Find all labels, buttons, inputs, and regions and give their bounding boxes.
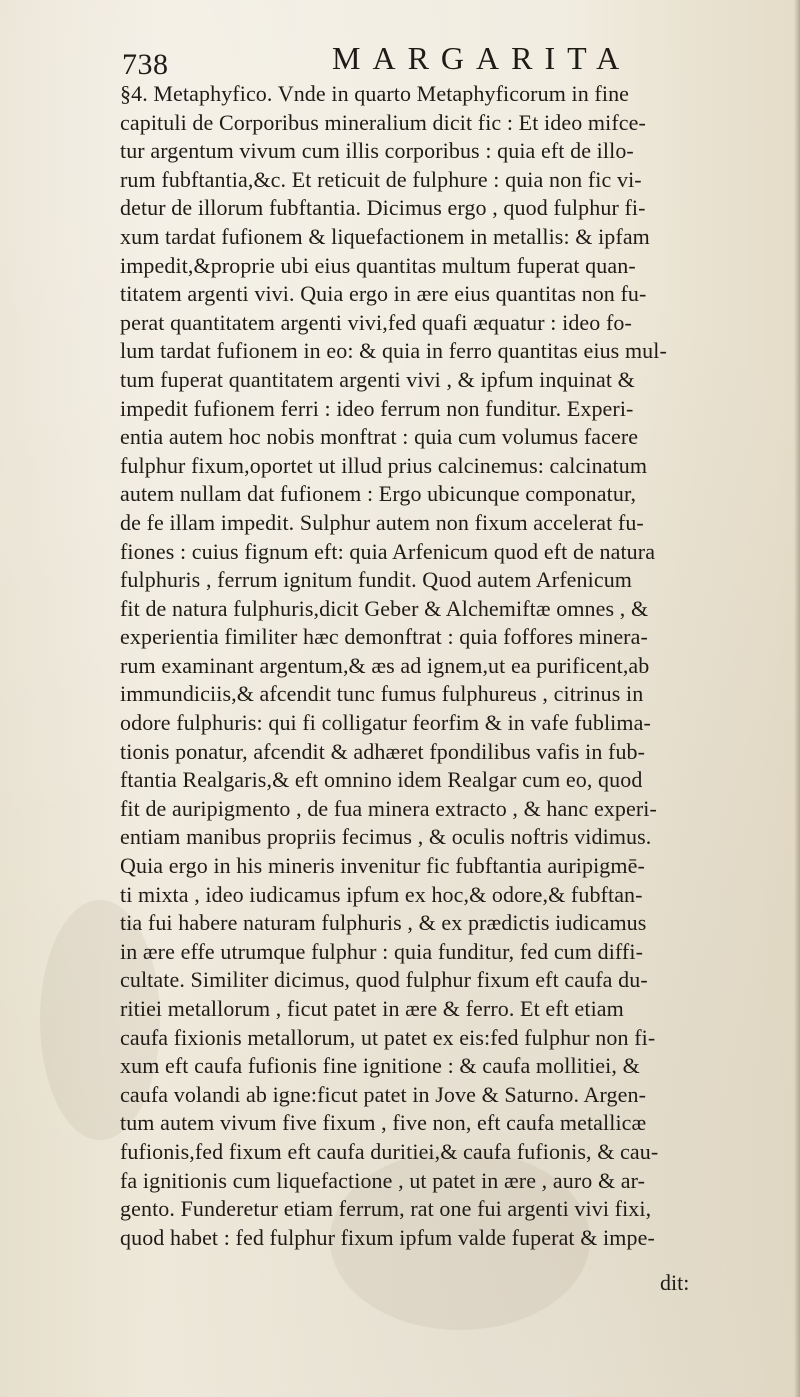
text-line: fit de auripigmento , de fua minera extracto , & hanc experi- — [120, 795, 657, 821]
text-line: fiones : cuius fignum eft: quia Arfenicum quod eft de natura — [120, 538, 656, 564]
text-line: tia fui habere naturam fulphuris , & ex prædictis iudicamus — [120, 910, 647, 936]
text-line: capituli de Corporibus mineralium dicit fic : Et ideo mifce- — [120, 109, 646, 135]
text-line: de fe illam impedit. Sulphur autem non fixum accelerat fu- — [120, 509, 644, 535]
text-line: fulphur fixum,oportet ut illud prius calcinemus: calcinatum — [120, 452, 648, 478]
text-line: tum fuperat quantitatem argenti vivi , & ipfum inquinat & — [120, 366, 635, 392]
text-line: gento. Funderetur etiam ferrum, rat one fui argenti vivi fixi, — [120, 1196, 652, 1222]
body-text — [120, 80, 800, 1252]
text-line: rum fubftantia,&c. Et reticuit de fulphure : quia non fic vi- — [120, 166, 642, 192]
text-line: perat quantitatem argenti vivi,fed quafi æquatur : ideo fo- — [120, 309, 632, 335]
text-line: xum tardat fufionem & liquefactionem in metallis: & ipfam — [120, 223, 650, 249]
text-line: immundiciis,& afcendit tunc fumus fulphureus , citrinus in — [120, 681, 644, 707]
text-line: autem nullam dat fufionem : Ergo ubicunque componatur, — [120, 481, 637, 507]
text-line: fulphuris , ferrum ignitum fundit. Quod autem Arfenicum — [120, 567, 633, 593]
text-line: rum examinant argentum,& æs ad ignem,ut ea purificent,ab — [120, 652, 650, 678]
text-line: Quia ergo in his mineris invenitur fic fubftantia auripigmē- — [120, 853, 645, 879]
text-line: tionis ponatur, afcendit & adhæret fpondilibus vafis in fub- — [120, 738, 646, 764]
text-line: ritiei metallorum , ficut patet in ære & ferro. Et eft etiam — [120, 996, 624, 1021]
text-line: tum autem vivum five fixum , five non, eft caufa metallicæ — [120, 1110, 647, 1136]
text-line: cultate. Similiter dicimus, quod fulphur fixum eft caufa du- — [120, 967, 648, 993]
text-line: experientia fimiliter hæc demonftrat : quia foffores minera- — [120, 624, 648, 650]
text-line: caufa fixionis metallorum, ut patet ex eis:fed fulphur non fi- — [120, 1024, 656, 1050]
text-line: xum eft caufa fufionis fine ignitione : & caufa mollitiei, & — [120, 1053, 640, 1079]
text-line: §4. Metaphyfico. Vnde in quarto Metaphyficorum in fine — [120, 81, 630, 106]
text-line: ti mixta , ideo iudicamus ipfum ex hoc,& odore,& fubftan- — [120, 881, 643, 907]
text-line: entia autem hoc nobis monftrat : quia cum volumus facere — [120, 424, 639, 450]
text-line: lum tardat fufionem in eo: & quia in ferro quantitas eius mul- — [120, 338, 667, 364]
text-line: caufa volandi ab igne:ficut patet in Jove & Saturno. Argen- — [120, 1081, 647, 1107]
text-line: fufionis,fed fixum eft caufa duritiei,& caufa fufionis, & cau- — [120, 1138, 659, 1164]
text-line: ftantia Realgaris,& eft omnino idem Realgar cum eo, quod — [120, 767, 643, 793]
text-line: quod habet : fed fulphur fixum ipfum valde fuperat & impe- — [120, 1224, 655, 1250]
running-head: MARGARITA — [332, 40, 632, 76]
text-line: fit de natura fulphuris,dicit Geber & Alchemiftæ omnes , & — [120, 595, 649, 621]
text-line: impedit fufionem ferri : ideo ferrum non funditur. Experi- — [120, 395, 634, 421]
text-line: titatem argenti vivi. Quia ergo in ære eius quantitas non fu- — [120, 281, 647, 307]
text-line: detur de illorum fubftantia. Dicimus ergo , quod fulphur fi- — [120, 195, 646, 221]
text-line: odore fulphuris: qui fi colligatur feorfim & in vafe fublima- — [120, 710, 651, 736]
text-line: impedit,&proprie ubi eius quantitas multum fuperat quan- — [120, 252, 636, 278]
text-line: entiam manibus propriis fecimus , & oculis noftris vidimus. — [120, 824, 652, 850]
catchword: dit: — [660, 1270, 690, 1295]
text-line: fa ignitionis cum liquefactione , ut patet in ære , auro & ar- — [120, 1167, 646, 1193]
text-line: tur argentum vivum cum illis corporibus : quia eft de illo- — [120, 138, 634, 164]
text-line: in ære effe utrumque fulphur : quia funditur, fed cum diffi- — [120, 938, 643, 964]
page-number: 738 — [122, 48, 169, 81]
